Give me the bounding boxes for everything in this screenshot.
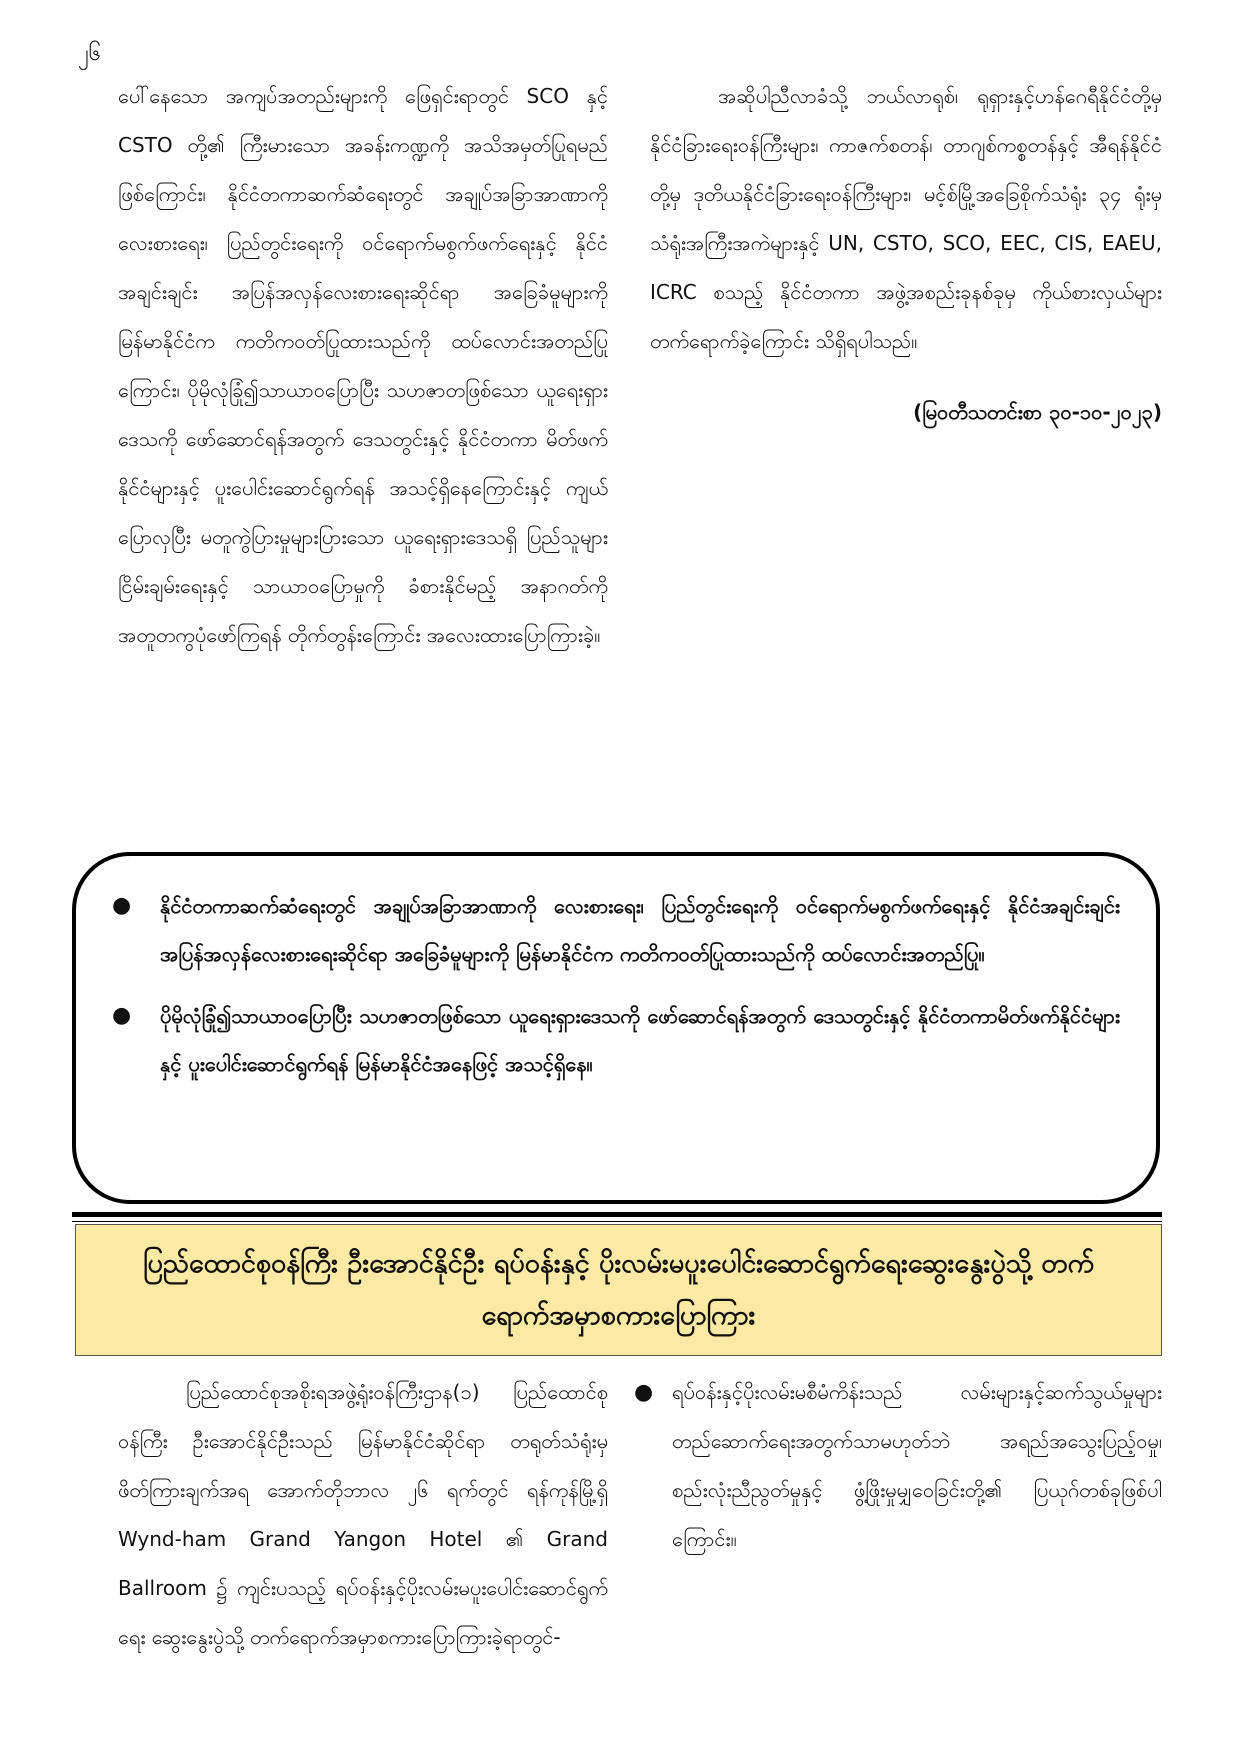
summary-item-text: နိုင်ငံတကာဆက်ဆံရေးတွင် အချုပ်အခြာအာဏာကို လေးစားရေး၊ ပြည်တွင်းရေးကို ဝင်ရောက်မစွက်ဖက်ရေးနှင့် နိုင်ငံအချင်းချင်း အပြန်အလှန်လေးစားရေးဆိုင်ရာ အခြေခံမူများကို မြန်မာနိုင်ငံက ကတိကဝတ်ပြုထားသည်ကို ထပ်လောင်းအတည်ပြု။: [160, 894, 1120, 966]
source-citation: (မြဝတီသတင်းစာ ၃၀-၁၀-၂၀၂၃): [913, 400, 1162, 424]
article-right-column: [630, 1368, 1162, 1564]
divider: [72, 1212, 1162, 1217]
summary-item-text: ပိုမိုလုံခြုံ၍သာယာဝပြောပြီး သဟဇာတဖြစ်သော ယူရေးရှားဒေသကို ဖော်ဆောင်ရန်အတွက် ဒေသတွင်းနှင့် နိုင်ငံတကာမိတ်ဖက်နိုင်ငံများနှင့် ပူးပေါင်းဆောင်ရွက်ရန် မြန်မာနိုင်ငံအနေဖြင့် အသင့်ရှိနေ။: [160, 1004, 1120, 1076]
article-left-column: [118, 1368, 608, 1662]
summary-list: [106, 882, 1120, 1088]
summary-item: [106, 882, 1120, 978]
bullet-icon: ●: [112, 893, 132, 918]
paragraph: အဆိုပါညီလာခံသို့ ဘယ်လာရုစ်၊ ရုရှားနှင့်ဟန်ဂေရီနိုင်ငံတို့မှ နိုင်ငံခြားရေးဝန်ကြီးများ၊ ကာဇက်စတန်၊ တာဂျစ်ကစ္စတန်နှင့် အီရန်နိုင်ငံတို့မှ ဒုတိယနိုင်ငံခြားရေးဝန်ကြီးများ၊ မင့်စ်မြို့အခြေစိုက်သံရုံး ၃၄ ရုံးမှ သံရုံးအကြီးအကဲများနှင့် UN, CSTO, SCO, EEC, CIS, EAEU, ICRC စသည့် နိုင်ငံတကာ အဖွဲ့အစည်းခုနစ်ခုမှ ကိုယ်စားလှယ်များ တက်ရောက်ခဲ့ကြောင်း သိရှိရပါသည်။: [650, 84, 1162, 353]
article-continuation-right: [650, 72, 1162, 437]
article-continuation-left: [118, 72, 608, 660]
bullet-icon: ●: [112, 1003, 132, 1028]
summary-box: [72, 852, 1160, 1204]
headline: ပြည်ထောင်စုဝန်ကြီး ဦးအောင်နိုင်ဦး ရပ်ဝန်းနှင့် ပိုးလမ်းမပူးပေါင်းဆောင်ရွက်ရေးဆွေးနွေးပွဲသို့ တက်ရောက်အမှာစကားပြောကြား: [142, 1248, 1095, 1331]
paragraph: ပြည်ထောင်စုအစိုးရအဖွဲ့ရုံးဝန်ကြီးဌာန(၁) ပြည်ထောင်စုဝန်ကြီး ဦးအောင်နိုင်ဦးသည် မြန်မာနိုင်ငံဆိုင်ရာ တရုတ်သံရုံးမှ ဖိတ်ကြားချက်အရ အောက်တိုဘာလ ၂၆ ရက်တွင် ရန်ကုန်မြို့ရှိ Wynd-ham Grand Yangon Hotel ၏ Grand Ballroom ၌ ကျင်းပသည့် ရပ်ဝန်းနှင့်ပိုးလမ်းမပူးပေါင်းဆောင်ရွက်ရေး ဆွေးနွေးပွဲသို့ တက်ရောက်အမှာစကားပြောကြားခဲ့ရာတွင်-: [118, 1380, 608, 1649]
summary-item: [106, 992, 1120, 1088]
paragraph: ပေါ်နေသော အကျပ်အတည်းများကို ဖြေရှင်းရာတွင် SCO နှင့် CSTO တို့၏ ကြီးမားသော အခန်းကဏ္ဍကို အသိအမှတ်ပြုရမည်ဖြစ်ကြောင်း၊ နိုင်ငံတကာဆက်ဆံရေးတွင် အချုပ်အခြာအာဏာကို လေးစားရေး၊ ပြည်တွင်းရေးကို ဝင်ရောက်မစွက်ဖက်ရေးနှင့် နိုင်ငံအချင်းချင်း အပြန်အလှန်လေးစားရေးဆိုင်ရာ အခြေခံမူများကို မြန်မာနိုင်ငံက ကတိကဝတ်ပြုထားသည်ကို ထပ်လောင်းအတည်ပြုကြောင်း၊ ပိုမိုလုံခြုံ၍သာယာဝပြောပြီး သဟဇာတဖြစ်သော ယူရေးရှားဒေသကို ဖော်ဆောင်ရန်အတွက် ဒေသတွင်းနှင့် နိုင်ငံတကာ မိတ်ဖက်နိုင်ငံများနှင့် ပူးပေါင်းဆောင်ရွက်ရန် အသင့်ရှိနေကြောင်းနှင့် ကျယ်ပြောလှပြီး မတူကွဲပြားမှုများပြားသော ယူရေးရှားဒေသရှိ ပြည်သူများ ငြိမ်းချမ်းရေးနှင့် သာယာဝပြောမှုကို ခံစားနိုင်မည့် အနာဂတ်ကို အတူတကွပုံဖော်ကြရန် တိုက်တွန်းကြောင်း အလေးထားပြောကြားခဲ့။: [118, 84, 608, 647]
divider: [72, 1221, 1162, 1222]
bullet-point-text: ရပ်ဝန်းနှင့်ပိုးလမ်းမစီမံကိန်းသည် လမ်းများနှင့်ဆက်သွယ်မှုများ တည်ဆောက်ရေးအတွက်သာမဟုတ်ဘဲ အရည်အသွေးပြည့်ဝမှု၊ စည်းလုံးညီညွတ်မှုနှင့် ဖွံ့ဖြိုးမှုမျှဝေခြင်းတို့၏ ပြယုဂ်တစ်ခုဖြစ်ပါကြောင်း။: [672, 1380, 1162, 1551]
bullet-icon: ●: [634, 1380, 654, 1405]
page-number: ၂၆: [78, 41, 102, 66]
headline-banner: [75, 1224, 1162, 1356]
bullet-point: [630, 1368, 1162, 1564]
